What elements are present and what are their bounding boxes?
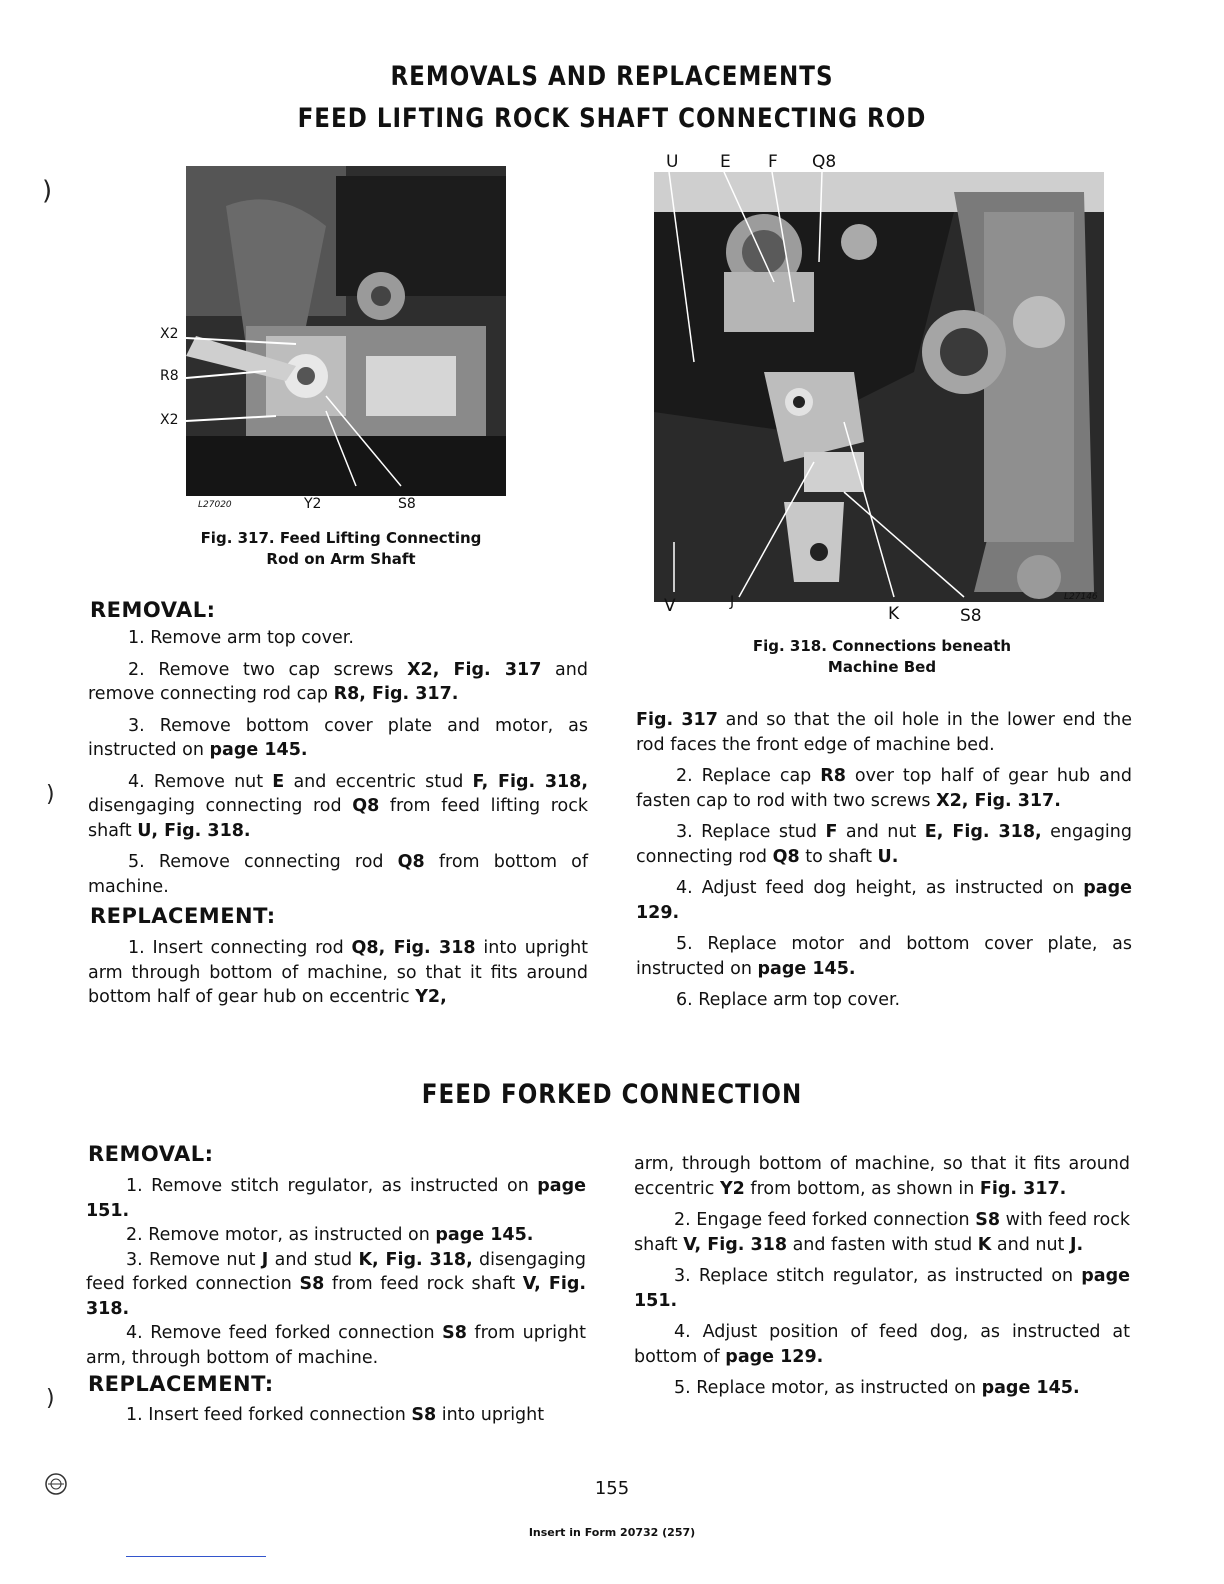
figure-318-illustration: [654, 172, 1104, 602]
section-title: FEED LIFTING ROCK SHAFT CONNECTING ROD: [297, 104, 927, 134]
margin-mark: ): [42, 176, 53, 206]
fig317-caption-line2: Rod on Arm Shaft: [266, 550, 416, 568]
fig318-label-e: E: [720, 152, 731, 172]
fig318-label-k: K: [888, 604, 900, 624]
figure-318-photo: [654, 172, 1104, 602]
fig318-caption: [740, 636, 1024, 678]
section2-removal-steps: 1. Remove stitch regulator, as instructed on page 151. 2. Remove motor, as instructed on page 145. 3. Remove nut J and stud K, Fig. 318, disengaging feed forked connection S8 from feed rock shaft V, Fig. 318. 4. Remove feed forked connection S8 from upright arm, through bottom of machine.: [86, 1176, 587, 1368]
fig318-label-q8: Q8: [812, 152, 837, 172]
section2-title: FEED FORKED CONNECTION: [421, 1080, 803, 1110]
fig318-label-u: U: [666, 152, 679, 172]
page-title: REMOVALS AND REPLACEMENTS: [390, 62, 834, 92]
fig317-caption-line1: Fig. 317. Feed Lifting Connecting: [200, 529, 482, 547]
figure-317-illustration: [186, 166, 506, 496]
fig317-label-r8: R8: [160, 368, 179, 384]
removal-heading: REMOVAL:: [90, 598, 216, 622]
fig318-caption-line1: Fig. 318. Connections beneath: [752, 637, 1012, 655]
margin-mark: ): [46, 782, 55, 807]
section1-replacement-continued: Fig. 317 and so that the oil hole in the lower end the rod faces the front edge of machine bed. 2. Replace cap R8 over top half of gear hub and fasten cap to rod with two screws X2, Fig. 317. 3. Replace stud F and nut E, Fig. 318, engaging connecting rod Q8 to shaft U. 4. Adjust feed dog height, as instructed on page 129. 5. Replace motor and bottom cover plate, as instructed on page 145. 6. Replace arm top cover.: [636, 710, 1133, 1010]
page-number: 155: [594, 1478, 630, 1499]
fig317-caption: [186, 528, 496, 570]
fig317-label-y2: Y2: [304, 496, 322, 512]
fig318-label-v: V: [664, 596, 676, 616]
replacement-heading-2: REPLACEMENT:: [88, 1372, 274, 1396]
footer-note: Insert in Form 20732 (257): [528, 1526, 696, 1539]
fig317-code: L27020: [198, 500, 232, 510]
section2-replacement-steps: 1. Insert feed forked connection S8 into upright: [126, 1405, 545, 1425]
margin-mark: ): [46, 1386, 55, 1411]
section1-removal-steps: 1. Remove arm top cover. 2. Remove two cap screws X2, Fig. 317 and remove connecting rod cap R8, Fig. 317. 3. Remove bottom cover plate and motor, as instructed on page 145. 4. Remove nut E and eccentric stud F, Fig. 318, disengaging connecting rod Q8 from feed lifting rock shaft U, Fig. 318. 5. Remove connecting rod Q8 from bottom of machine.: [88, 628, 589, 897]
section1-replacement-steps: 1. Insert connecting rod Q8, Fig. 318 into upright arm through bottom of machine, so that it fits around bottom half of gear hub on eccentric Y2,: [88, 938, 589, 1007]
divider: [126, 1556, 266, 1557]
fig317-label-x2-top: X2: [160, 326, 179, 342]
replacement-heading: REPLACEMENT:: [90, 904, 276, 928]
fig317-label-x2-bottom: X2: [160, 412, 179, 428]
section2-replacement-continued: arm, through bottom of machine, so that it fits around eccentric Y2 from bottom, as shown in Fig. 317. 2. Engage feed forked connection S8 with feed rock shaft V, Fig. 318 and fasten with stud K and nut J. 3. Replace stitch regulator, as instructed on page 151. 4. Adjust position of feed dog, as instructed at bottom of page 129. 5. Replace motor, as instructed on page 145.: [634, 1154, 1130, 1398]
fig317-label-s8: S8: [398, 496, 416, 512]
fig318-label-s8: S8: [960, 606, 982, 626]
fig318-caption-line2: Machine Bed: [827, 658, 937, 676]
figure-317-photo: [186, 166, 506, 496]
removal-heading-2: REMOVAL:: [88, 1142, 214, 1166]
fig318-label-f: F: [768, 152, 778, 172]
fig318-code: L27146: [1064, 592, 1098, 602]
fig318-label-j: J: [730, 594, 735, 610]
